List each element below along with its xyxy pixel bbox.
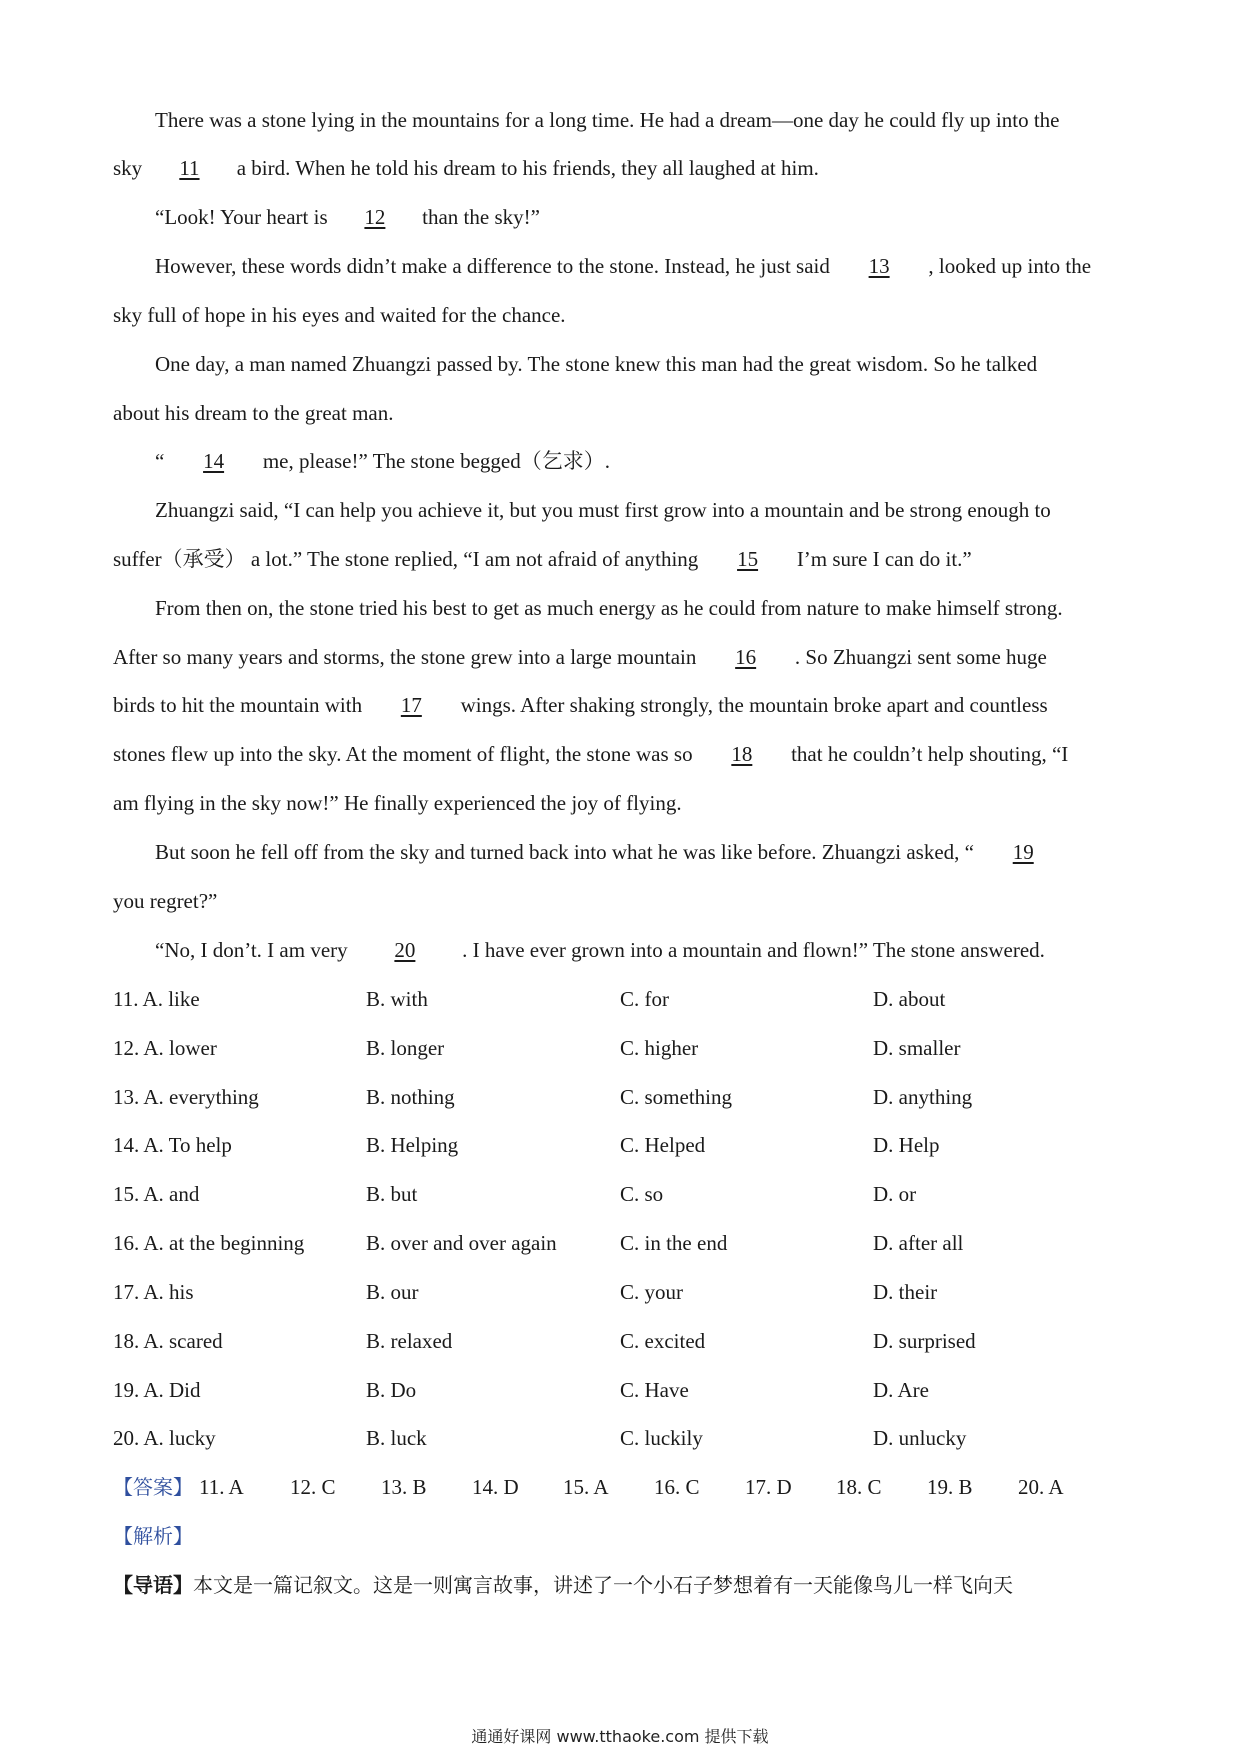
passage-text: , looked up into the xyxy=(928,254,1092,278)
option-19b[interactable]: B. Do xyxy=(366,1378,417,1402)
option-20a[interactable]: 20. A. lucky xyxy=(113,1426,216,1450)
answer-item: 14. D xyxy=(472,1475,519,1499)
option-15d[interactable]: D. or xyxy=(873,1182,917,1206)
option-18a[interactable]: 18. A. scared xyxy=(113,1329,223,1353)
passage-text: a bird. When he told his dream to his friends, they all laughed at him. xyxy=(236,156,819,180)
answer-item: 18. C xyxy=(836,1475,882,1499)
option-11c[interactable]: C. for xyxy=(620,987,669,1011)
blank-12[interactable]: 12 xyxy=(364,205,386,229)
option-15a[interactable]: 15. A. and xyxy=(113,1182,200,1206)
option-17b[interactable]: B. our xyxy=(366,1280,419,1304)
passage-text: However, these words didn’t make a difference to the stone. Instead, he just said xyxy=(155,254,830,278)
passage-line xyxy=(113,789,682,817)
passage-line xyxy=(155,496,1051,524)
passage-line xyxy=(155,350,1037,378)
blank-17[interactable]: 17 xyxy=(400,693,422,717)
option-15b[interactable]: B. but xyxy=(366,1182,418,1206)
option-19c[interactable]: C. Have xyxy=(620,1378,689,1402)
passage-text: From then on, the stone tried his best to get as much energy as he could from nature to make himself strong. xyxy=(155,596,1063,620)
blank-14[interactable]: 14 xyxy=(203,449,225,473)
option-20c[interactable]: C. luckily xyxy=(620,1426,703,1450)
passage-line xyxy=(155,936,1045,964)
passage-text: you regret?” xyxy=(113,889,218,913)
passage-text: me, please!” The stone begged（乞求）. xyxy=(262,449,611,473)
blank-13[interactable]: 13 xyxy=(868,254,890,278)
option-12c[interactable]: C. higher xyxy=(620,1036,699,1060)
option-18b[interactable]: B. relaxed xyxy=(366,1329,453,1353)
option-17a[interactable]: 17. A. his xyxy=(113,1280,194,1304)
passage-line xyxy=(155,252,1091,280)
passage-line xyxy=(155,203,540,231)
answer-item: 11. A xyxy=(199,1475,244,1499)
answer-label: 【答案】 xyxy=(113,1475,193,1499)
intro-text: 本文是一篇记叙文。这是一则寓言故事，讲述了一个小石子梦想着有一天能像鸟儿一样飞向天 xyxy=(193,1573,1013,1597)
option-19d[interactable]: D. Are xyxy=(873,1378,929,1402)
passage-text: sky full of hope in his eyes and waited for the chance. xyxy=(113,303,566,327)
passage-line xyxy=(155,838,1067,866)
option-11d[interactable]: D. about xyxy=(873,987,946,1011)
passage-text: sky xyxy=(113,156,143,180)
passage-text: suffer（承受） a lot.” The stone replied, “I am not afraid of anything xyxy=(113,547,699,571)
option-11b[interactable]: B. with xyxy=(366,987,428,1011)
option-18d[interactable]: D. surprised xyxy=(873,1329,976,1353)
passage-text: am flying in the sky now!” He finally experienced the joy of flying. xyxy=(113,791,682,815)
option-13c[interactable]: C. something xyxy=(620,1085,733,1109)
blank-18[interactable]: 18 xyxy=(731,742,753,766)
passage-text: than the sky!” xyxy=(422,205,540,229)
option-14b[interactable]: B. Helping xyxy=(366,1133,459,1157)
option-16d[interactable]: D. after all xyxy=(873,1231,964,1255)
passage-text: One day, a man named Zhuangzi passed by. The stone knew this man had the great wisdom. So he talked xyxy=(155,352,1038,376)
passage-line xyxy=(113,301,566,329)
passage-text: After so many years and storms, the stone grew into a large mountain xyxy=(113,645,697,669)
option-18c[interactable]: C. excited xyxy=(620,1329,706,1353)
passage-text: . So Zhuangzi sent some huge xyxy=(794,645,1047,669)
blank-16[interactable]: 16 xyxy=(735,645,757,669)
passage-line xyxy=(155,594,1063,622)
option-14d[interactable]: D. Help xyxy=(873,1133,940,1157)
option-12d[interactable]: D. smaller xyxy=(873,1036,961,1060)
answer-item: 19. B xyxy=(927,1475,973,1499)
option-13d[interactable]: D. anything xyxy=(873,1085,973,1109)
passage-line xyxy=(155,106,1060,134)
blank-11[interactable]: 11 xyxy=(179,156,200,180)
intro-line xyxy=(113,1571,1013,1599)
passage-text: Zhuangzi said, “I can help you achieve it, but you must first grow into a mountain and be strong enough to xyxy=(155,498,1051,522)
passage-line xyxy=(113,545,972,573)
blank-19[interactable]: 19 xyxy=(1012,840,1034,864)
analysis-label: 【解析】 xyxy=(113,1524,193,1548)
passage-text: But soon he fell off from the sky and turned back into what he was like before. Zhuangzi asked, “ xyxy=(155,840,974,864)
blank-15[interactable]: 15 xyxy=(737,547,759,571)
option-14c[interactable]: C. Helped xyxy=(620,1133,706,1157)
option-20b[interactable]: B. luck xyxy=(366,1426,427,1450)
option-17d[interactable]: D. their xyxy=(873,1280,938,1304)
passage-text: about his dream to the great man. xyxy=(113,401,394,425)
option-16c[interactable]: C. in the end xyxy=(620,1231,728,1255)
option-14a[interactable]: 14. A. To help xyxy=(113,1133,232,1157)
option-12b[interactable]: B. longer xyxy=(366,1036,445,1060)
passage-text: . I have ever grown into a mountain and flown!” The stone answered. xyxy=(462,938,1045,962)
passage-text: “Look! Your heart is xyxy=(155,205,328,229)
passage-text: “No, I don’t. I am very xyxy=(155,938,348,962)
passage-line xyxy=(113,643,1047,671)
passage-line xyxy=(113,740,1068,768)
option-11a[interactable]: 11. A. like xyxy=(113,987,200,1011)
option-20d[interactable]: D. unlucky xyxy=(873,1426,967,1450)
intro-label: 【导语】 xyxy=(113,1573,193,1597)
passage-text: There was a stone lying in the mountains for a long time. He had a dream—one day he could fly up into the xyxy=(155,108,1060,132)
footer-credit: 通通好课网 www.tthaoke.com 提供下载 xyxy=(471,1727,769,1746)
option-16b[interactable]: B. over and over again xyxy=(366,1231,557,1255)
answer-item: 17. D xyxy=(745,1475,792,1499)
answer-item: 16. C xyxy=(654,1475,700,1499)
passage-text: birds to hit the mountain with xyxy=(113,693,363,717)
option-17c[interactable]: C. your xyxy=(620,1280,683,1304)
option-19a[interactable]: 19. A. Did xyxy=(113,1378,201,1402)
passage-text: that he couldn’t help shouting, “I xyxy=(791,742,1069,766)
option-13a[interactable]: 13. A. everything xyxy=(113,1085,259,1109)
passage-line xyxy=(113,154,819,182)
option-16a[interactable]: 16. A. at the beginning xyxy=(113,1231,305,1255)
option-13b[interactable]: B. nothing xyxy=(366,1085,455,1109)
passage-text: “ xyxy=(155,449,165,473)
passage-line xyxy=(113,399,394,427)
option-12a[interactable]: 12. A. lower xyxy=(113,1036,217,1060)
answer-item: 15. A xyxy=(563,1475,609,1499)
answer-item: 12. C xyxy=(290,1475,336,1499)
passage-line xyxy=(155,447,610,475)
passage-line xyxy=(113,887,217,915)
passage-line xyxy=(113,691,1048,719)
option-15c[interactable]: C. so xyxy=(620,1182,664,1206)
passage-text: I’m sure I can do it.” xyxy=(796,547,972,571)
passage-text: wings. After shaking strongly, the mountain broke apart and countless xyxy=(460,693,1048,717)
answer-item: 13. B xyxy=(381,1475,427,1499)
passage-text: stones flew up into the sky. At the moment of flight, the stone was so xyxy=(113,742,693,766)
answer-item: 20. A xyxy=(1018,1475,1064,1499)
blank-20[interactable]: 20 xyxy=(394,938,416,962)
